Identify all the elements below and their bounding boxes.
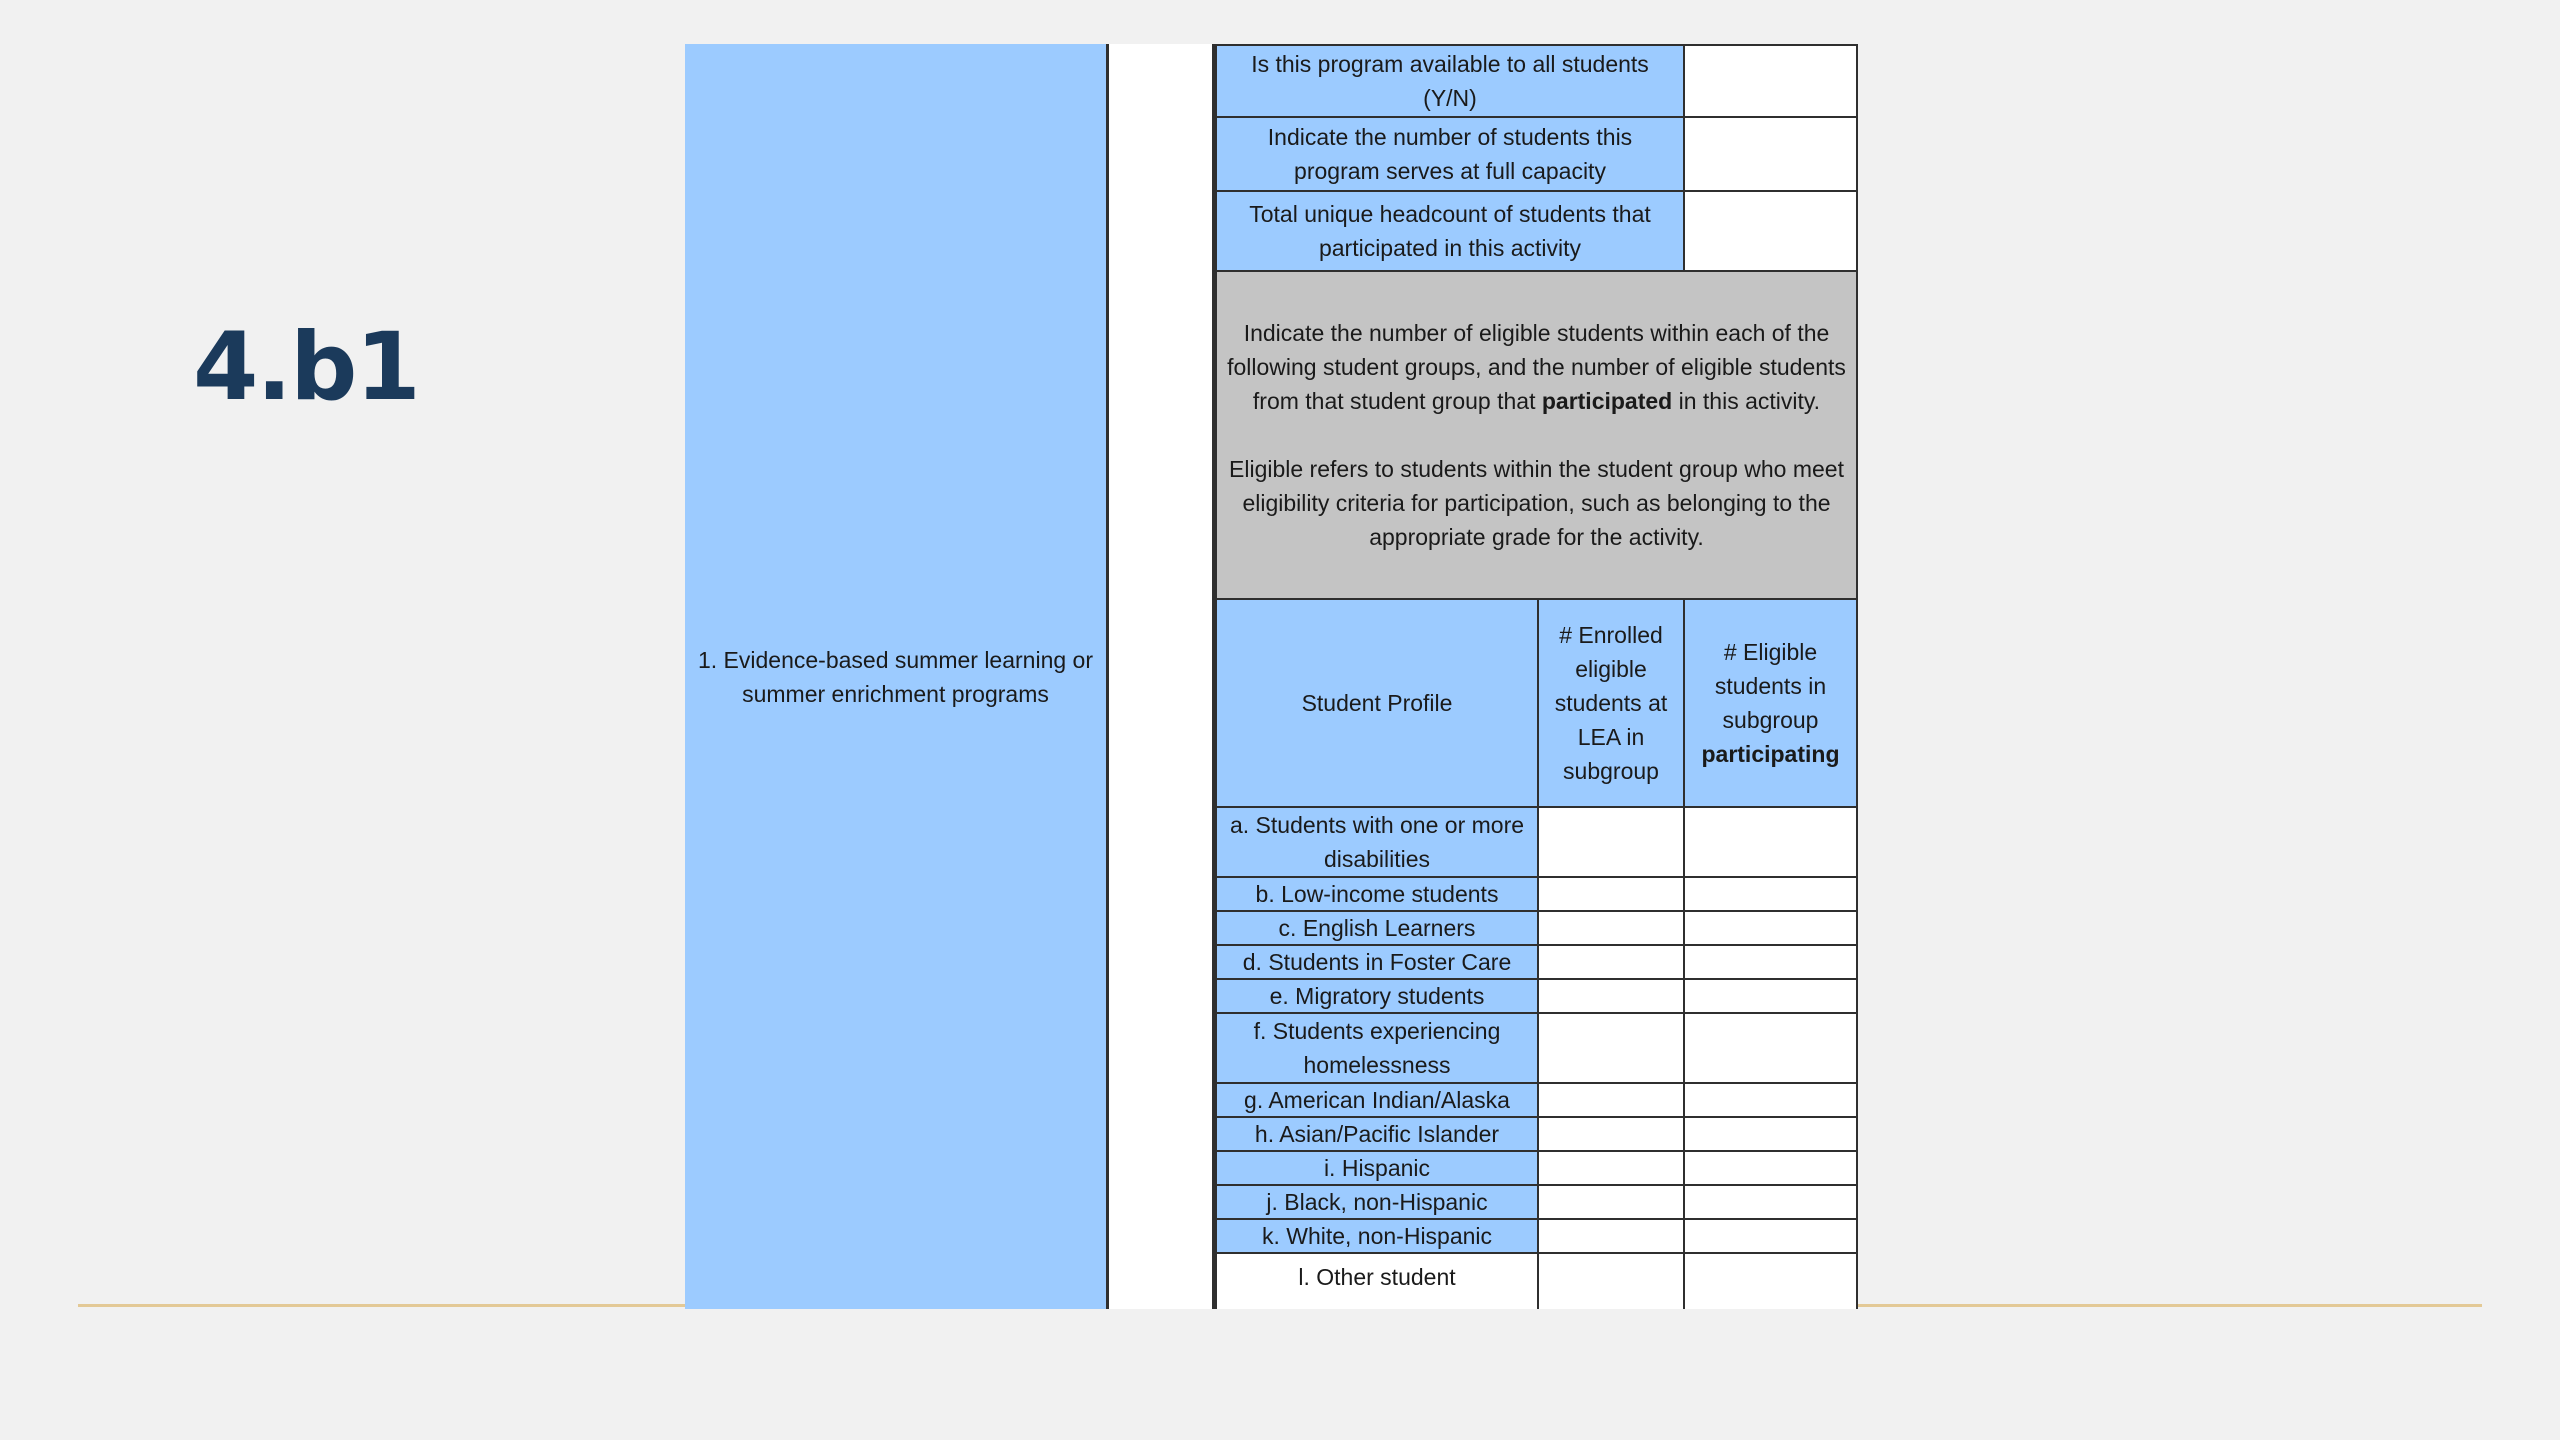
- participating-cell[interactable]: [1683, 876, 1858, 912]
- enrolled-cell[interactable]: [1537, 1082, 1685, 1118]
- participating-cell[interactable]: [1683, 1252, 1858, 1309]
- table-row-label: d. Students in Foster Care: [1215, 944, 1539, 980]
- activity-cell: [685, 44, 1109, 1309]
- enrolled-cell[interactable]: [1537, 876, 1685, 912]
- footer-rule-left: [78, 1304, 686, 1307]
- enrolled-cell[interactable]: [1537, 1150, 1685, 1186]
- activity-label: 1. Evidence-based summer learning or summer enrichment programs: [697, 646, 1094, 707]
- participating-cell[interactable]: [1683, 978, 1858, 1014]
- answer-cell[interactable]: [1683, 44, 1858, 118]
- table-row-label: j. Black, non-Hispanic: [1215, 1184, 1539, 1220]
- table-row-label: c. English Learners: [1215, 910, 1539, 946]
- instructions-part-1: Indicate the number of eligible students within each of the following student groups, and the number of eligible students from that student group that participated in this activity.: [1227, 320, 1846, 414]
- spacer-column: [1109, 44, 1215, 1309]
- participating-cell[interactable]: [1683, 1218, 1858, 1254]
- participating-cell[interactable]: [1683, 1082, 1858, 1118]
- participating-cell[interactable]: [1683, 1150, 1858, 1186]
- participating-cell[interactable]: [1683, 1012, 1858, 1084]
- enrolled-cell[interactable]: [1537, 910, 1685, 946]
- enrolled-cell[interactable]: [1537, 1116, 1685, 1152]
- instructions-part-2: Eligible refers to students within the student group who meet eligibility criteria for participation, such as belonging to the appropriate grade for the activity.: [1229, 456, 1844, 550]
- enrolled-cell[interactable]: [1537, 1184, 1685, 1220]
- enrolled-cell[interactable]: [1537, 806, 1685, 878]
- instructions-block: [1215, 270, 1858, 600]
- enrolled-cell[interactable]: [1537, 978, 1685, 1014]
- table-row-label: i. Hispanic: [1215, 1150, 1539, 1186]
- table-row-label: h. Asian/Pacific Islander: [1215, 1116, 1539, 1152]
- answer-cell[interactable]: [1683, 190, 1858, 272]
- footer-rule-right: [1858, 1304, 2482, 1307]
- enrolled-cell[interactable]: [1537, 1252, 1685, 1309]
- spreadsheet-image: [685, 44, 1858, 1309]
- question-label: Is this program available to all students (Y/N): [1215, 44, 1685, 118]
- enrolled-cell[interactable]: [1537, 1218, 1685, 1254]
- answer-cell[interactable]: [1683, 116, 1858, 192]
- table-row-label: b. Low-income students: [1215, 876, 1539, 912]
- table-row-label: f. Students experiencing homelessness: [1215, 1012, 1539, 1084]
- question-label: Total unique headcount of students that participated in this activity: [1215, 190, 1685, 272]
- participating-cell[interactable]: [1683, 1184, 1858, 1220]
- participating-cell[interactable]: [1683, 910, 1858, 946]
- question-label: Indicate the number of students this program serves at full capacity: [1215, 116, 1685, 192]
- table-row-label: a. Students with one or more disabilities: [1215, 806, 1539, 878]
- table-row-label: k. White, non-Hispanic: [1215, 1218, 1539, 1254]
- slide-title: 4.b1: [193, 313, 419, 422]
- header-participating: # Eligible students in subgroup participating: [1683, 598, 1858, 808]
- table-row-label: e. Migratory students: [1215, 978, 1539, 1014]
- header-student-profile: Student Profile: [1215, 598, 1539, 808]
- table-row-label: l. Other student: [1215, 1252, 1539, 1309]
- enrolled-cell[interactable]: [1537, 944, 1685, 980]
- header-enrolled: # Enrolled eligible students at LEA in subgroup: [1537, 598, 1685, 808]
- participating-cell[interactable]: [1683, 944, 1858, 980]
- participating-cell[interactable]: [1683, 1116, 1858, 1152]
- enrolled-cell[interactable]: [1537, 1012, 1685, 1084]
- table-row-label: g. American Indian/Alaska: [1215, 1082, 1539, 1118]
- participating-cell[interactable]: [1683, 806, 1858, 878]
